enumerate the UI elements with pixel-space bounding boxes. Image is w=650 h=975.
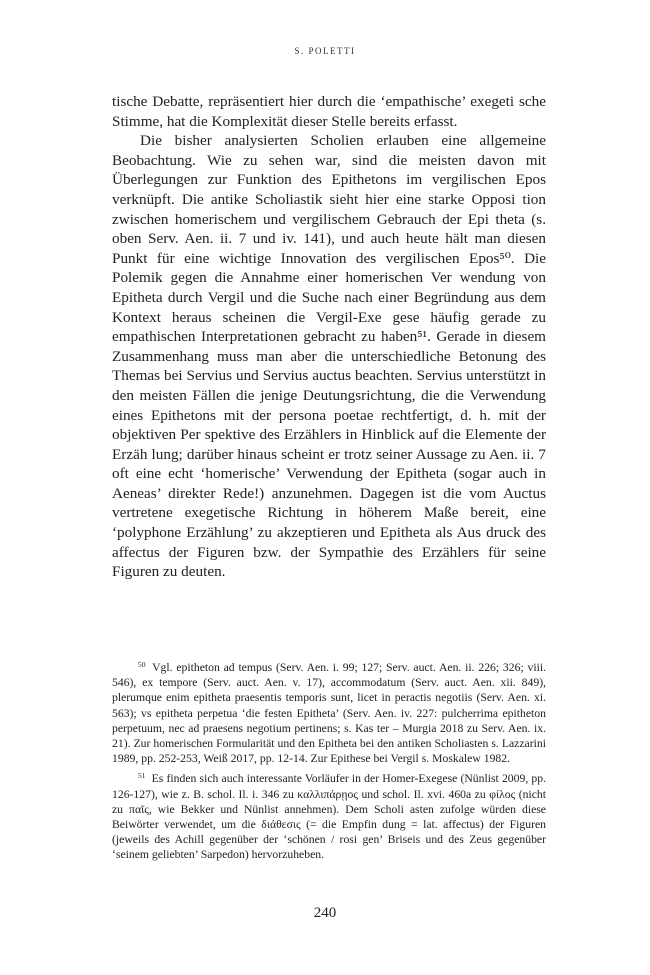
footnote-number: 51	[138, 771, 146, 781]
footnote-line: (Serv. Aen. xi. 563); vs epitheta perpetua ‘die festen Epitheta’ (Serv. Aen. iv. 227:	[112, 691, 546, 720]
text-line: Epos⁵⁰. Die Polemik gegen die Annahme einer homerischen Ver	[112, 249, 547, 287]
paragraph-2	[112, 131, 546, 582]
footnote-50	[112, 657, 546, 766]
footnote-line: Vgl. epitheton ad tempus (Serv. Aen. i. 99; 127; Serv. auct. Aen. ii. 226; 326;	[152, 661, 528, 674]
text-line: jenige Deutungsrichtung, die die Verwendung eines Epithetons	[112, 386, 547, 424]
paragraph-1	[112, 92, 546, 131]
text-line: wendung von Epitheta durch Vergil und die Suche nach einer	[112, 269, 546, 306]
text-line: tion zwischen homerischem und vergilischem Gebrauch der Epi	[112, 190, 546, 228]
footnote-line: viii. 546), ex tempore (Serv. auct. Aen. v. 17), accommodatum (Serv. auct. Aen.	[112, 661, 546, 690]
footnote-line: ter – Murgia 2018 zu Serv. Aen. ix. 21). Zur homerischen Formularität und den	[112, 721, 547, 751]
text-line: auctus beachten. Servius unterstützt in den meisten Fällen die	[112, 367, 547, 404]
page-number: 240	[313, 905, 337, 921]
text-line: für seine Figuren zu deuten.	[112, 543, 546, 581]
footnotes	[112, 657, 546, 865]
text-line: sche Stimme, hat die Komplexität dieser Stelle bereits erfasst.	[112, 93, 546, 130]
text-line: Auctus vertretene exegetische Richtung in höherem Maße bereit,	[112, 484, 546, 522]
text-line: unterschiedliche Betonung des Themas bei Servius und Servius	[112, 347, 546, 385]
footnote-line: pulcherrima epitheton perpetuum, nec ad praesens negotium pertinens; s. Kas	[112, 706, 546, 735]
text-line: verknüpft. Die antike Scholiastik sieht hier eine starke Opposi	[112, 190, 516, 208]
text-line: haben⁵¹. Gerade in diesem Zusammenhang muss man aber die	[112, 328, 546, 365]
text-line: druck des affectus der Figuren bzw. der Sympathie des Erzählers	[112, 524, 547, 561]
footnote-line: dung = lat. affectus) der Figuren (jeweils des Achill gegenüber der ‘schönen / rosi	[112, 818, 546, 847]
footnote-line: 2009, pp. 126-127), wie z. B. schol. Il. i. 346 zu καλλιπάρῃος und schol. Il. xvi.	[112, 772, 547, 801]
text-line: mit der persona poetae rechtfertigt, d. h. mit der objektiven Per	[112, 406, 546, 444]
text-line: Beobachtung. Wie zu sehen war, sind die meisten davon mit	[112, 151, 546, 169]
text-line: lung; darüber hinaus scheint er trotz seiner Aussage zu Aen. ii. 7	[151, 445, 547, 463]
main-text	[112, 92, 546, 582]
footnote-line: Es finden sich auch interessante Vorläufer in der Homer-Exegese (Nünlist	[151, 772, 502, 786]
running-head: S. POLETTI	[294, 46, 356, 56]
text-line: spektive des Erzählers in Hinblick auf die Elemente der Erzäh	[112, 426, 547, 463]
text-line: Die bisher analysierten Scholien erlauben eine allgemeine	[140, 132, 546, 150]
text-line: theta (s. oben Serv. Aen. ii. 7 und iv. 141), und auch heute hält	[112, 210, 547, 248]
footnote-line: gen’ Briseis und des Zeus gegenüber ‘seinem geliebten’ Sarpedon) hervorzuheben.	[112, 833, 546, 862]
text-line: eine ‘polyphone Erzählung’ zu akzeptieren und Epitheta als Aus	[112, 504, 546, 542]
text-line: oft eine echt ‘homerische’ Verwendung der Epitheta (sogar auch	[112, 465, 535, 483]
text-line: in Aeneas’ direkter Rede!) anzunehmen. Dagegen ist die vom	[112, 465, 546, 502]
footnote-line: 460a zu φίλος (nicht zu παῖς, wie Bekker und Nünlist annehmen). Dem Scholi	[112, 787, 546, 816]
footnote-line: pp. 12-14. Zur Epithese bei Vergil s. Moskalew 1982.	[259, 752, 511, 766]
text-line: Überlegungen zur Funktion des Epithetons im vergilischen Epos	[112, 171, 546, 189]
text-line: Begründung aus dem Kontext heraus scheinen die Vergil-Exe	[112, 288, 546, 326]
text-line: tische Debatte, repräsentiert hier durch die ‘empathische’ exegeti	[112, 93, 515, 110]
text-line: gese häufig gerade zu empathischen Interpretationen gebracht zu	[112, 308, 547, 346]
footnote-line: asten zufolge würden diese Beiwörter verwendet, um die διάθεσις (= die Empfin	[112, 802, 546, 832]
footnote-51	[112, 768, 546, 862]
footnote-number: 50	[138, 660, 146, 669]
text-line: man diesen Punkt für eine wichtige Innovation des vergilischen	[112, 230, 546, 267]
footnote-line: Epitheta bei den antiken Scholiasten s. Lazzarini 1989, pp. 252-253, Weiß 2017,	[112, 737, 546, 766]
footnote-line: xii. 849), plerumque enim epitheta praesentis temporis sunt, licet in peractis negotiis	[112, 676, 547, 705]
